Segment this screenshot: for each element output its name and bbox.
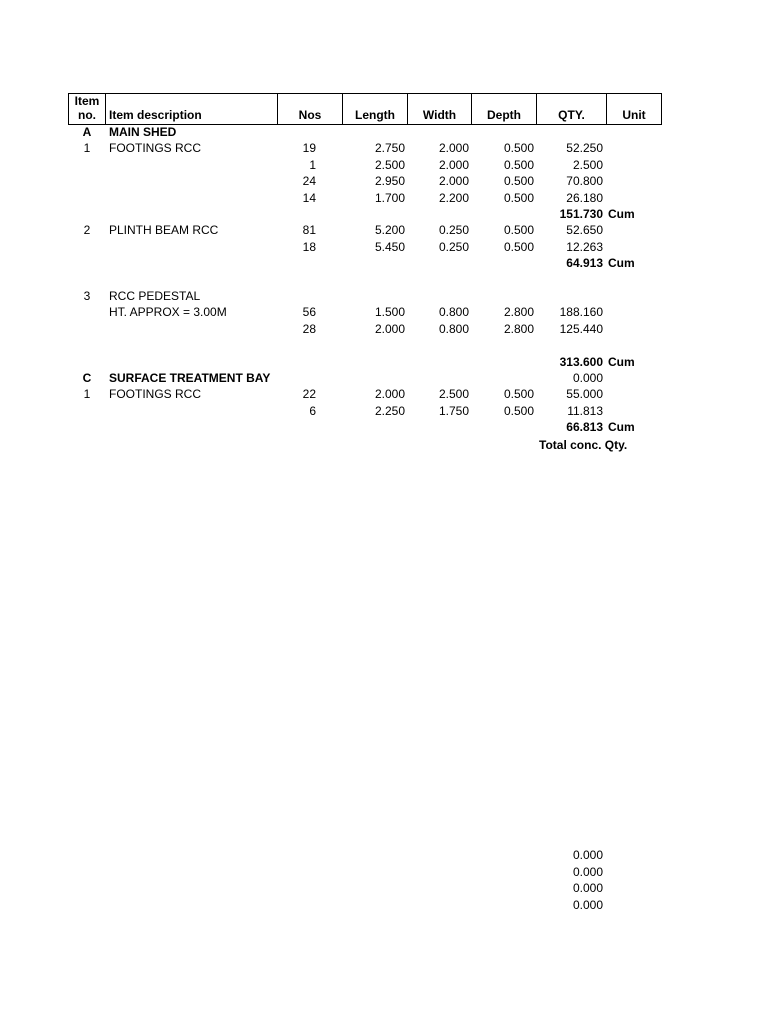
length-cell: 2.250 bbox=[374, 403, 405, 418]
qty-cell: 66.813 bbox=[566, 420, 603, 435]
depth-cell: 0.500 bbox=[503, 141, 534, 156]
total-row bbox=[0, 437, 768, 453]
table-row bbox=[0, 206, 768, 222]
qty-cell: 11.813 bbox=[567, 403, 603, 418]
header-width: Width bbox=[407, 93, 472, 125]
qty-cell: 151.730 bbox=[559, 207, 603, 221]
depth-cell: 0.500 bbox=[503, 174, 534, 189]
description-cell: FOOTINGS RCC bbox=[109, 141, 201, 156]
description-cell: HT. APPROX = 3.00M bbox=[109, 305, 227, 320]
table-row bbox=[0, 255, 768, 271]
table-row bbox=[0, 419, 768, 435]
depth-cell: 0.500 bbox=[503, 190, 534, 205]
table-row bbox=[0, 239, 768, 255]
length-cell: 2.000 bbox=[374, 321, 405, 336]
depth-cell: 0.500 bbox=[503, 157, 534, 172]
table-row bbox=[0, 403, 768, 419]
width-cell: 2.200 bbox=[438, 190, 469, 205]
header-qty: QTY. bbox=[536, 93, 607, 125]
depth-cell: 2.800 bbox=[503, 321, 534, 336]
qty-cell: 188.160 bbox=[559, 305, 603, 320]
length-cell: 2.500 bbox=[374, 157, 405, 172]
nos-cell: 24 bbox=[302, 174, 316, 189]
qty-cell: 70.800 bbox=[566, 174, 603, 189]
table-row bbox=[0, 272, 768, 288]
footer-qty-cell: 0.000 bbox=[572, 848, 603, 862]
nos-cell: 1 bbox=[309, 157, 316, 172]
table-row bbox=[0, 337, 768, 353]
table-row bbox=[0, 370, 768, 386]
description-cell: SURFACE TREATMENT BAY bbox=[109, 371, 271, 385]
table-row bbox=[0, 140, 768, 156]
nos-cell: 22 bbox=[302, 387, 316, 402]
qty-cell: 313.600 bbox=[559, 354, 603, 369]
description-cell: FOOTINGS RCC bbox=[109, 387, 201, 402]
header-item-no-line1: Item bbox=[74, 94, 100, 108]
width-cell: 2.000 bbox=[438, 157, 469, 172]
nos-cell: 18 bbox=[302, 239, 316, 254]
qty-cell: 0.000 bbox=[572, 371, 603, 385]
width-cell: 1.750 bbox=[438, 403, 469, 418]
nos-cell: 14 bbox=[302, 190, 316, 205]
qty-cell: 2.500 bbox=[572, 157, 603, 172]
nos-cell: 6 bbox=[309, 403, 316, 418]
footer-qty-cell: 0.000 bbox=[572, 864, 603, 879]
item-no-cell: C bbox=[82, 371, 92, 385]
width-cell: 0.250 bbox=[438, 239, 469, 254]
depth-cell: 0.500 bbox=[503, 403, 534, 418]
unit-cell: Cum bbox=[608, 420, 635, 435]
qty-cell: 12.263 bbox=[566, 239, 603, 254]
item-no-cell: 2 bbox=[83, 223, 91, 238]
qty-cell: 52.250 bbox=[566, 141, 603, 156]
item-no-cell: A bbox=[82, 125, 92, 139]
footer-row bbox=[0, 847, 768, 863]
depth-cell: 0.500 bbox=[503, 387, 534, 402]
header-item-no-line2: no. bbox=[78, 108, 96, 122]
qty-cell: 64.913 bbox=[566, 256, 603, 271]
footer-row bbox=[0, 897, 768, 913]
footer-qty-cell: 0.000 bbox=[572, 898, 603, 913]
table-row bbox=[0, 321, 768, 337]
width-cell: 2.000 bbox=[438, 141, 469, 156]
description-cell: MAIN SHED bbox=[109, 125, 177, 139]
table-row bbox=[0, 304, 768, 320]
item-no-cell: 1 bbox=[83, 387, 91, 402]
unit-cell: Cum bbox=[608, 354, 635, 369]
depth-cell: 0.500 bbox=[503, 223, 534, 238]
depth-cell: 0.500 bbox=[503, 239, 534, 254]
width-cell: 2.500 bbox=[438, 387, 469, 402]
table-row bbox=[0, 354, 768, 370]
item-no-cell: 1 bbox=[83, 141, 91, 156]
table-row bbox=[0, 157, 768, 173]
description-cell: PLINTH BEAM RCC bbox=[109, 223, 219, 238]
item-no-cell: 3 bbox=[83, 289, 91, 303]
table-row bbox=[0, 124, 768, 140]
table-row bbox=[0, 190, 768, 206]
nos-cell: 28 bbox=[302, 321, 316, 336]
nos-cell: 56 bbox=[302, 305, 316, 320]
footer-qty-cell: 0.000 bbox=[572, 881, 603, 896]
header-length: Length bbox=[342, 93, 408, 125]
unit-cell: Cum bbox=[608, 256, 635, 271]
length-cell: 5.200 bbox=[374, 223, 405, 238]
header-item-no bbox=[68, 93, 106, 125]
total-label: Total conc. Qty. bbox=[539, 438, 628, 452]
header-nos: Nos bbox=[277, 93, 343, 125]
table-row bbox=[0, 386, 768, 402]
width-cell: 0.800 bbox=[438, 321, 469, 336]
length-cell: 1.700 bbox=[374, 190, 405, 205]
length-cell: 1.500 bbox=[374, 305, 405, 320]
depth-cell: 2.800 bbox=[503, 305, 534, 320]
header-depth: Depth bbox=[471, 93, 537, 125]
header-description: Item description bbox=[105, 93, 278, 125]
header-unit: Unit bbox=[606, 93, 662, 125]
nos-cell: 81 bbox=[302, 223, 316, 238]
qty-cell: 26.180 bbox=[566, 190, 603, 205]
table-row bbox=[0, 173, 768, 189]
table-row bbox=[0, 288, 768, 304]
description-cell: RCC PEDESTAL bbox=[109, 289, 201, 303]
width-cell: 2.000 bbox=[438, 174, 469, 189]
length-cell: 2.950 bbox=[374, 174, 405, 189]
width-cell: 0.250 bbox=[438, 223, 469, 238]
nos-cell: 19 bbox=[302, 141, 316, 156]
footer-row bbox=[0, 864, 768, 880]
table-row bbox=[0, 222, 768, 238]
qty-cell: 125.440 bbox=[559, 321, 603, 336]
unit-cell: Cum bbox=[608, 207, 635, 221]
length-cell: 2.750 bbox=[374, 141, 405, 156]
footer-row bbox=[0, 880, 768, 896]
qty-cell: 52.650 bbox=[566, 223, 603, 238]
qty-cell: 55.000 bbox=[566, 387, 603, 402]
length-cell: 2.000 bbox=[374, 387, 405, 402]
width-cell: 0.800 bbox=[438, 305, 469, 320]
length-cell: 5.450 bbox=[374, 239, 405, 254]
